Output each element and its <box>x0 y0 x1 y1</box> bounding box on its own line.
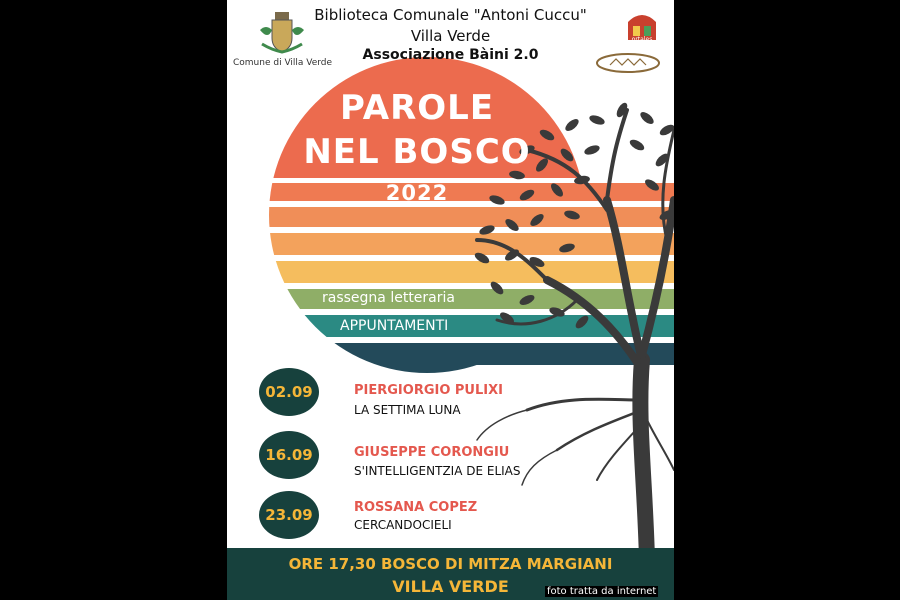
portales-logo-text: ortales <box>631 36 653 42</box>
association-name: Associazione Bàini 2.0 <box>362 47 539 63</box>
title-line-1: PAROLE <box>339 88 495 128</box>
event-book-title: LA SETTIMA LUNA <box>354 403 461 417</box>
event-poster <box>227 0 674 600</box>
event-author: ROSSANA COPEZ <box>354 500 478 515</box>
library-name: Biblioteca Comunale "Antoni Cuccu" <box>314 6 587 24</box>
appuntamenti-label: APPUNTAMENTI <box>340 318 449 334</box>
title-line-2: NEL BOSCO <box>303 132 531 172</box>
event-book-title: S'INTELLIGENTZIA DE ELIAS <box>354 464 521 478</box>
event-date-badge: 23.09 <box>259 491 319 539</box>
footer-time-place: ORE 17,30 BOSCO DI MITZA MARGIANI <box>288 555 613 573</box>
event-book-title: CERCANDOCIELI <box>354 518 452 532</box>
photo-caption: foto tratta da internet <box>547 586 657 597</box>
town-name: Villa Verde <box>410 27 491 45</box>
association-logo <box>595 52 661 74</box>
event-date-badge: 16.09 <box>259 431 319 479</box>
footer-town: VILLA VERDE <box>392 577 509 596</box>
title-year: 2022 <box>385 181 449 205</box>
comune-label: Comune di Villa Verde <box>233 58 333 68</box>
rassegna-label: rassegna letteraria <box>322 290 455 306</box>
event-author: PIERGIORGIO PULIXI <box>354 383 503 398</box>
event-author: GIUSEPPE CORONGIU <box>354 445 510 460</box>
portales-logo <box>625 10 659 42</box>
event-date-badge: 02.09 <box>259 368 319 416</box>
